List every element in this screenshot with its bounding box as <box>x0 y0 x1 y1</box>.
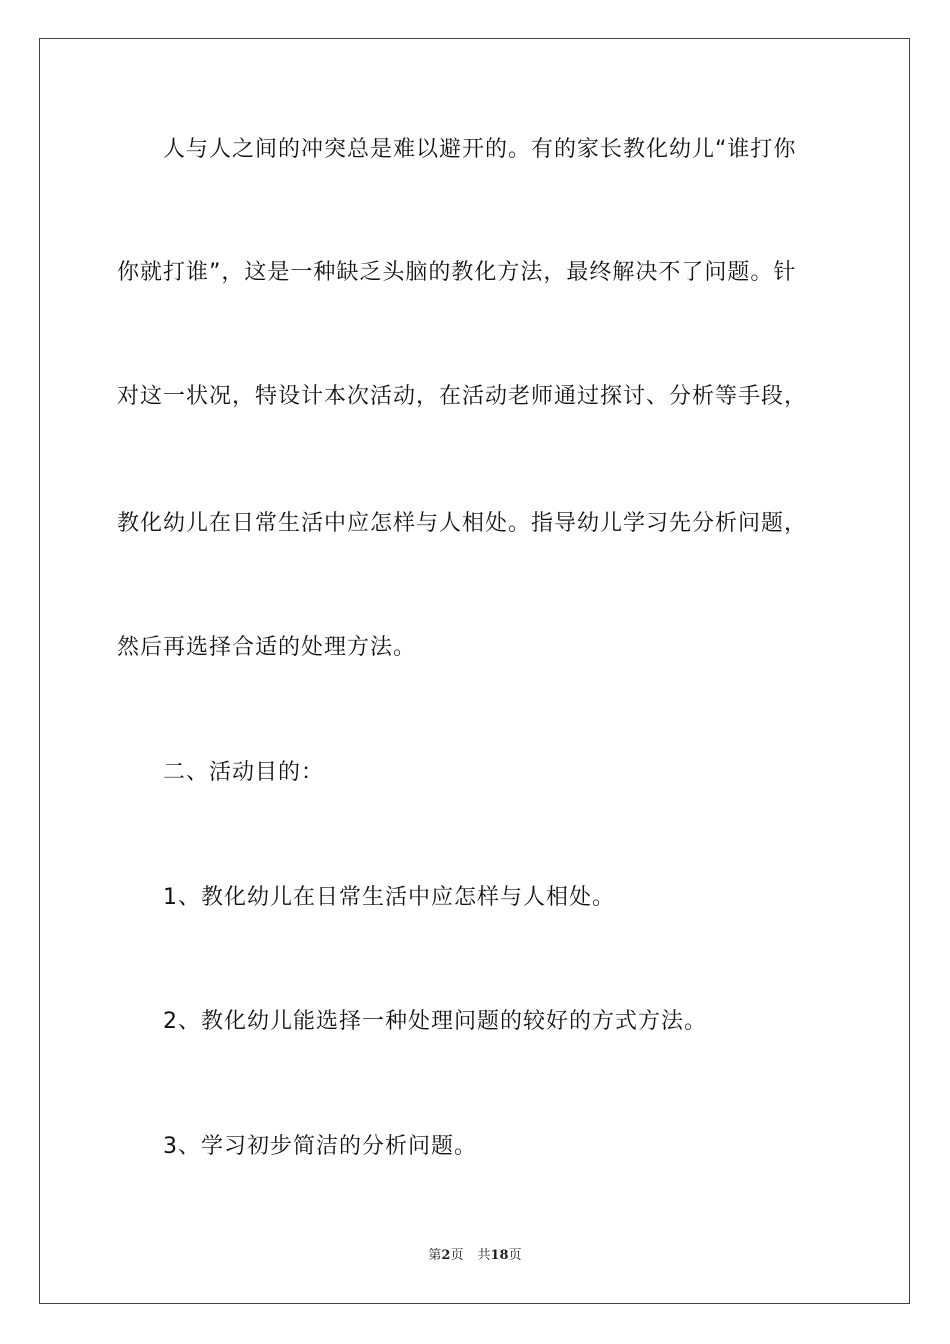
section-heading: 二、活动目的： <box>163 760 325 785</box>
page-suffix: 页 <box>450 1248 464 1263</box>
page-border <box>39 38 910 1304</box>
total-prefix: 共 <box>477 1248 491 1263</box>
total-pages: 18 <box>490 1248 509 1263</box>
paragraph-line-1: 人与人之间的冲突总是难以避开的。有的家长教化幼儿“谁打你 <box>163 137 797 162</box>
paragraph-line-2: 你就打谁”，这是一种缺乏头脑的教化方法，最终解决不了问题。针 <box>117 260 797 285</box>
paragraph-line-5: 然后再选择合适的处理方法。 <box>117 635 417 660</box>
paragraph-line-4: 教化幼儿在日常生活中应怎样与人相处。指导幼儿学习先分析问题， <box>117 511 808 536</box>
page-number: 2 <box>441 1248 451 1263</box>
total-suffix: 页 <box>508 1248 522 1263</box>
goal-item-2: 2、教化幼儿能选择一种处理问题的较好的方式方法。 <box>163 1009 707 1034</box>
goal-item-1: 1、教化幼儿在日常生活中应怎样与人相处。 <box>163 885 615 910</box>
paragraph-line-3: 对这一状况，特设计本次活动，在活动老师通过探讨、分析等手段， <box>117 384 808 409</box>
page-prefix: 第 <box>428 1248 442 1263</box>
page-footer <box>0 1247 950 1265</box>
goal-item-3: 3、学习初步简洁的分析问题。 <box>163 1134 477 1159</box>
